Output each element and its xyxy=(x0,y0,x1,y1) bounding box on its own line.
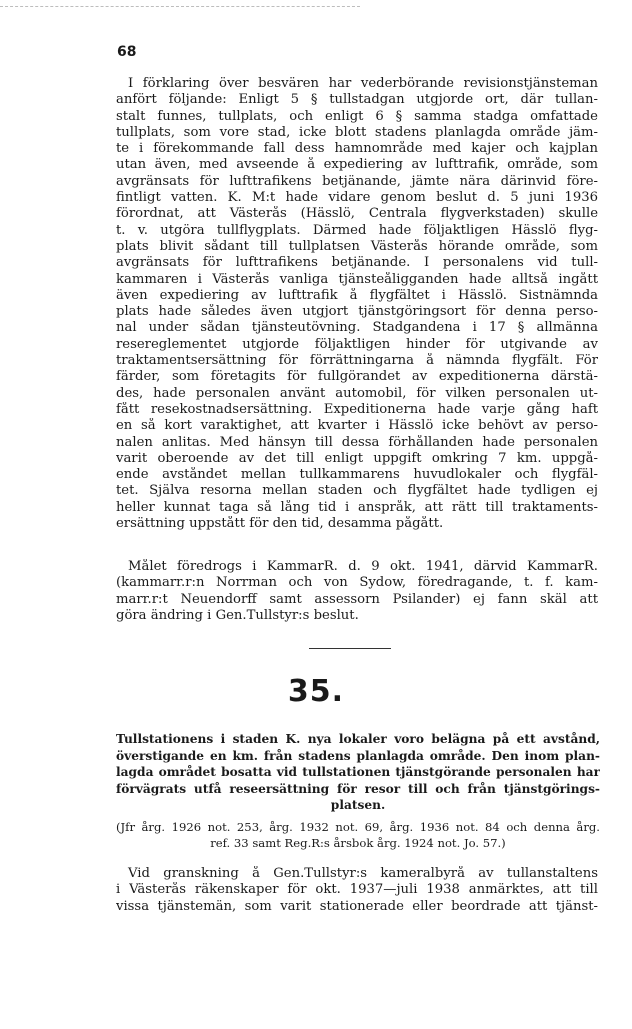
text-line: I förklaring över besvären har vederbörande revisionstjänsteman xyxy=(128,76,598,91)
text-line: göra ändring i Gen.Tullstyr:s beslut. xyxy=(116,607,359,623)
text-line: te i förekommande fall dess hamnområde med kajer och kajplan xyxy=(116,141,598,157)
text-line: en så kort varaktighet, att kvarter i Hässlö icke behövt av perso- xyxy=(116,418,598,434)
text-line: färder, som företagits för fullgörandet av expeditionerna därstä- xyxy=(116,369,598,385)
text-line: Målet föredrogs i KammarR. d. 9 okt. 1941, därvid KammarR. xyxy=(128,559,598,574)
page-number: 68 xyxy=(117,44,137,60)
text-line: tet. Själva resorna mellan staden och flygfältet hade tydligen ej xyxy=(116,483,598,499)
headnote-line: Tullstationens i staden K. nya lokaler voro belägna på ett avstånd, xyxy=(116,732,600,746)
scan-edge-rule xyxy=(0,6,360,7)
text-line: resereglementet utgjorde följaktligen hinder för utgivande av xyxy=(116,336,598,352)
text-line: plats hade således även utgjort tjänstgöringsort för denna perso- xyxy=(116,304,598,320)
text-line: ersättning uppstått för den tid, desamma pågått. xyxy=(116,516,444,532)
text-line: heller kunnat taga så lång tid i anspråk, att rätt till traktaments- xyxy=(116,499,598,515)
text-line: nal under sådan tjänsteutövning. Stadgandena i 17 § allmänna xyxy=(116,320,598,336)
case-number: 35. xyxy=(287,674,345,709)
text-line: avgränsats för lufttrafikens betjänande, jämte nära därinvid före- xyxy=(116,173,598,189)
text-line: traktamentsersättning för förrättningarna å nämnda flygfält. För xyxy=(116,353,598,369)
text-line: även expediering av lufttrafik å flygfältet i Hässlö. Sistnämnda xyxy=(116,287,598,303)
reference-line: ref. 33 samt Reg.R:s årsbok årg. 1924 not. Jo. 57.) xyxy=(210,835,506,850)
text-line: plats blivit sådant till tullplatsen Västerås hörande område, som xyxy=(116,238,598,254)
text-line: anfört följande: Enligt 5 § tullstadgan utgjorde ort, där tullan- xyxy=(116,92,598,108)
text-line: tullplats, som vore stad, icke blott stadens planlagda område jäm- xyxy=(116,124,598,140)
text-line: t. v. utgöra tullflygplats. Därmed hade följaktligen Hässlö flyg- xyxy=(116,222,598,238)
case-references xyxy=(116,820,600,851)
headnote-line: platsen. xyxy=(330,798,386,812)
text-line: varit oberoende av det till enligt uppgift omkring 7 km. uppgå- xyxy=(116,450,598,466)
text-line: ende avståndet mellan tullkammarens huvudlokaler och flygfäl- xyxy=(116,467,598,483)
paragraph-case-body xyxy=(116,866,598,915)
text-line: i Västerås räkenskaper för okt. 1937—juli 1938 anmärktes, att till xyxy=(116,882,598,898)
headnote-line: förvägrats utfå reseersättning för resor till och från tjänstgörings- xyxy=(116,781,600,796)
headnote-line: överstigande en km. från stadens planlagda område. Den inom plan- xyxy=(116,748,600,763)
case-headnote xyxy=(116,731,600,814)
text-line: nalen anlitas. Med hänsyn till dessa förhållanden hade personalen xyxy=(116,434,598,450)
text-line: (kammarr.r:n Norrman och von Sydow, föredragande, t. f. kam- xyxy=(116,575,598,591)
text-line: fintligt vatten. K. M:t hade vidare genom beslut d. 5 juni 1936 xyxy=(116,190,598,206)
text-line: Vid granskning å Gen.Tullstyr:s kameralbyrå av tullanstaltens xyxy=(128,866,598,881)
text-line: fått resekostnadsersättning. Expeditionerna hade varje gång haft xyxy=(116,401,598,417)
reference-line: (Jfr årg. 1926 not. 253, årg. 1932 not. 69, årg. 1936 not. 84 och denna årg. xyxy=(116,820,600,834)
paragraph-explanation xyxy=(116,76,598,532)
text-line: kammaren i Västerås vanliga tjänsteåligganden hade alltså ingått xyxy=(116,271,598,287)
text-line: stalt funnes, tullplats, och enligt 6 § samma stadga omfattade xyxy=(116,108,598,124)
paragraph-ruling xyxy=(116,559,598,624)
text-line: avgränsats för lufttrafikens betjänande. I personalens vid tull- xyxy=(116,255,598,271)
text-line: utan även, med avseende å expediering av lufttrafik, område, som xyxy=(116,157,598,173)
text-line: vissa tjänstemän, som varit stationerade eller beordrade att tjänst- xyxy=(116,898,598,914)
text-line: förordnat, att Västerås (Hässlö, Centrala flygverkstaden) skulle xyxy=(116,206,598,222)
headnote-line: lagda området bosatta vid tullstationen tjänstgörande personalen har xyxy=(116,765,600,779)
section-divider xyxy=(309,648,391,649)
text-line: des, hade personalen använt automobil, för vilken personalen ut- xyxy=(116,385,598,401)
text-line: marr.r:t Neuendorff samt assessorn Psilander) ej fann skäl att xyxy=(116,591,598,607)
